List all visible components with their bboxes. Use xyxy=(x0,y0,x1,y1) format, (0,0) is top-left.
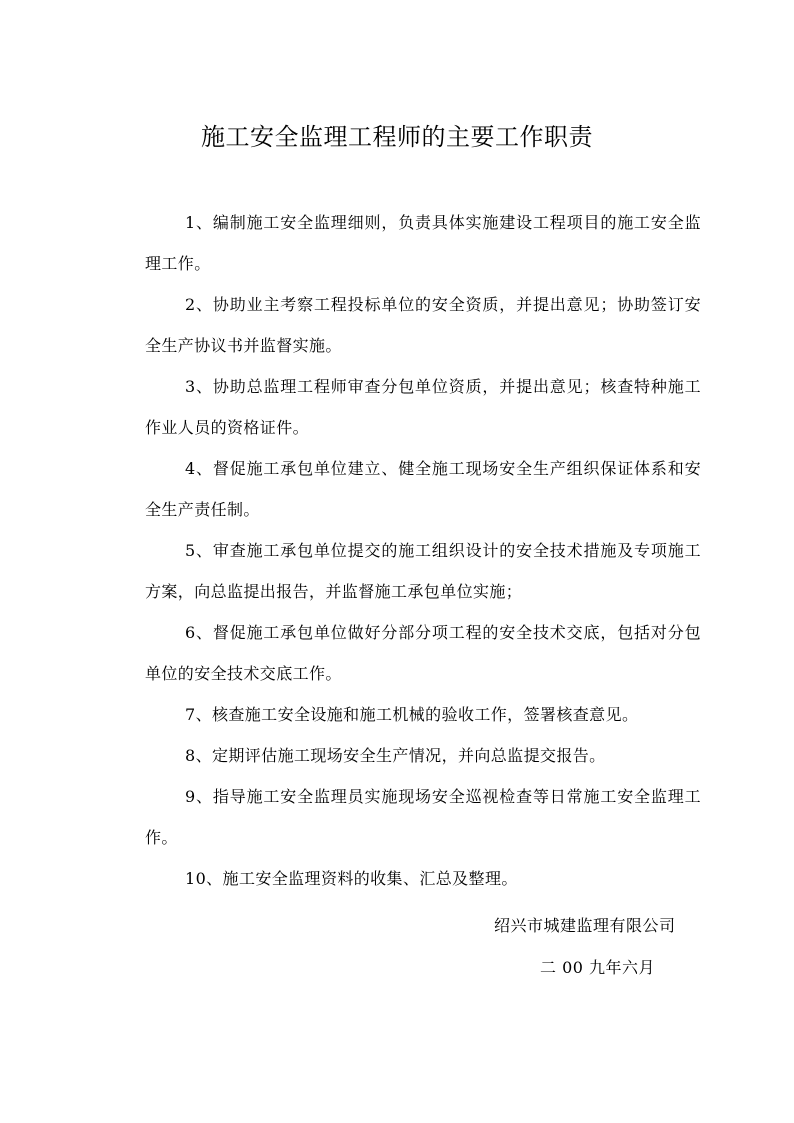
duty-item-6: 6、督促施工承包单位做好分部分项工程的安全技术交底，包括对分包单位的安全技术交底工作。 xyxy=(145,623,701,683)
duty-item-1: 1、编制施工安全监理细则，负责具体实施建设工程项目的施工安全监理工作。 xyxy=(145,213,701,273)
duty-item-3: 3、协助总监理工程师审查分包单位资质，并提出意见；核查特种施工作业人员的资格证件。 xyxy=(145,377,701,437)
duty-item-2: 2、协助业主考察工程投标单位的安全资质，并提出意见；协助签订安全生产协议书并监督实施。 xyxy=(145,295,701,355)
page-title: 施工安全监理工程师的主要工作职责 xyxy=(201,123,593,151)
duty-item-8: 8、定期评估施工现场安全生产情况，并向总监提交报告。 xyxy=(185,746,606,765)
duty-item-4: 4、督促施工承包单位建立、健全施工现场安全生产组织保证体系和安全生产责任制。 xyxy=(145,459,701,519)
duty-item-7: 7、核查施工安全设施和施工机械的验收工作，签署核查意见。 xyxy=(185,705,639,724)
duty-item-10: 10、施工安全监理资料的收集、汇总及整理。 xyxy=(185,869,518,888)
company-signature: 绍兴市城建监理有限公司 xyxy=(494,916,676,935)
duty-item-5: 5、审查施工承包单位提交的施工组织设计的安全技术措施及专项施工方案，向总监提出报告，并监督施工承包单位实施； xyxy=(145,541,701,601)
duty-list xyxy=(145,202,701,899)
duty-item-9: 9、指导施工安全监理员实施现场安全巡视检查等日常施工安全监理工作。 xyxy=(145,787,701,847)
document-date: 二 00 九年六月 xyxy=(540,958,656,977)
